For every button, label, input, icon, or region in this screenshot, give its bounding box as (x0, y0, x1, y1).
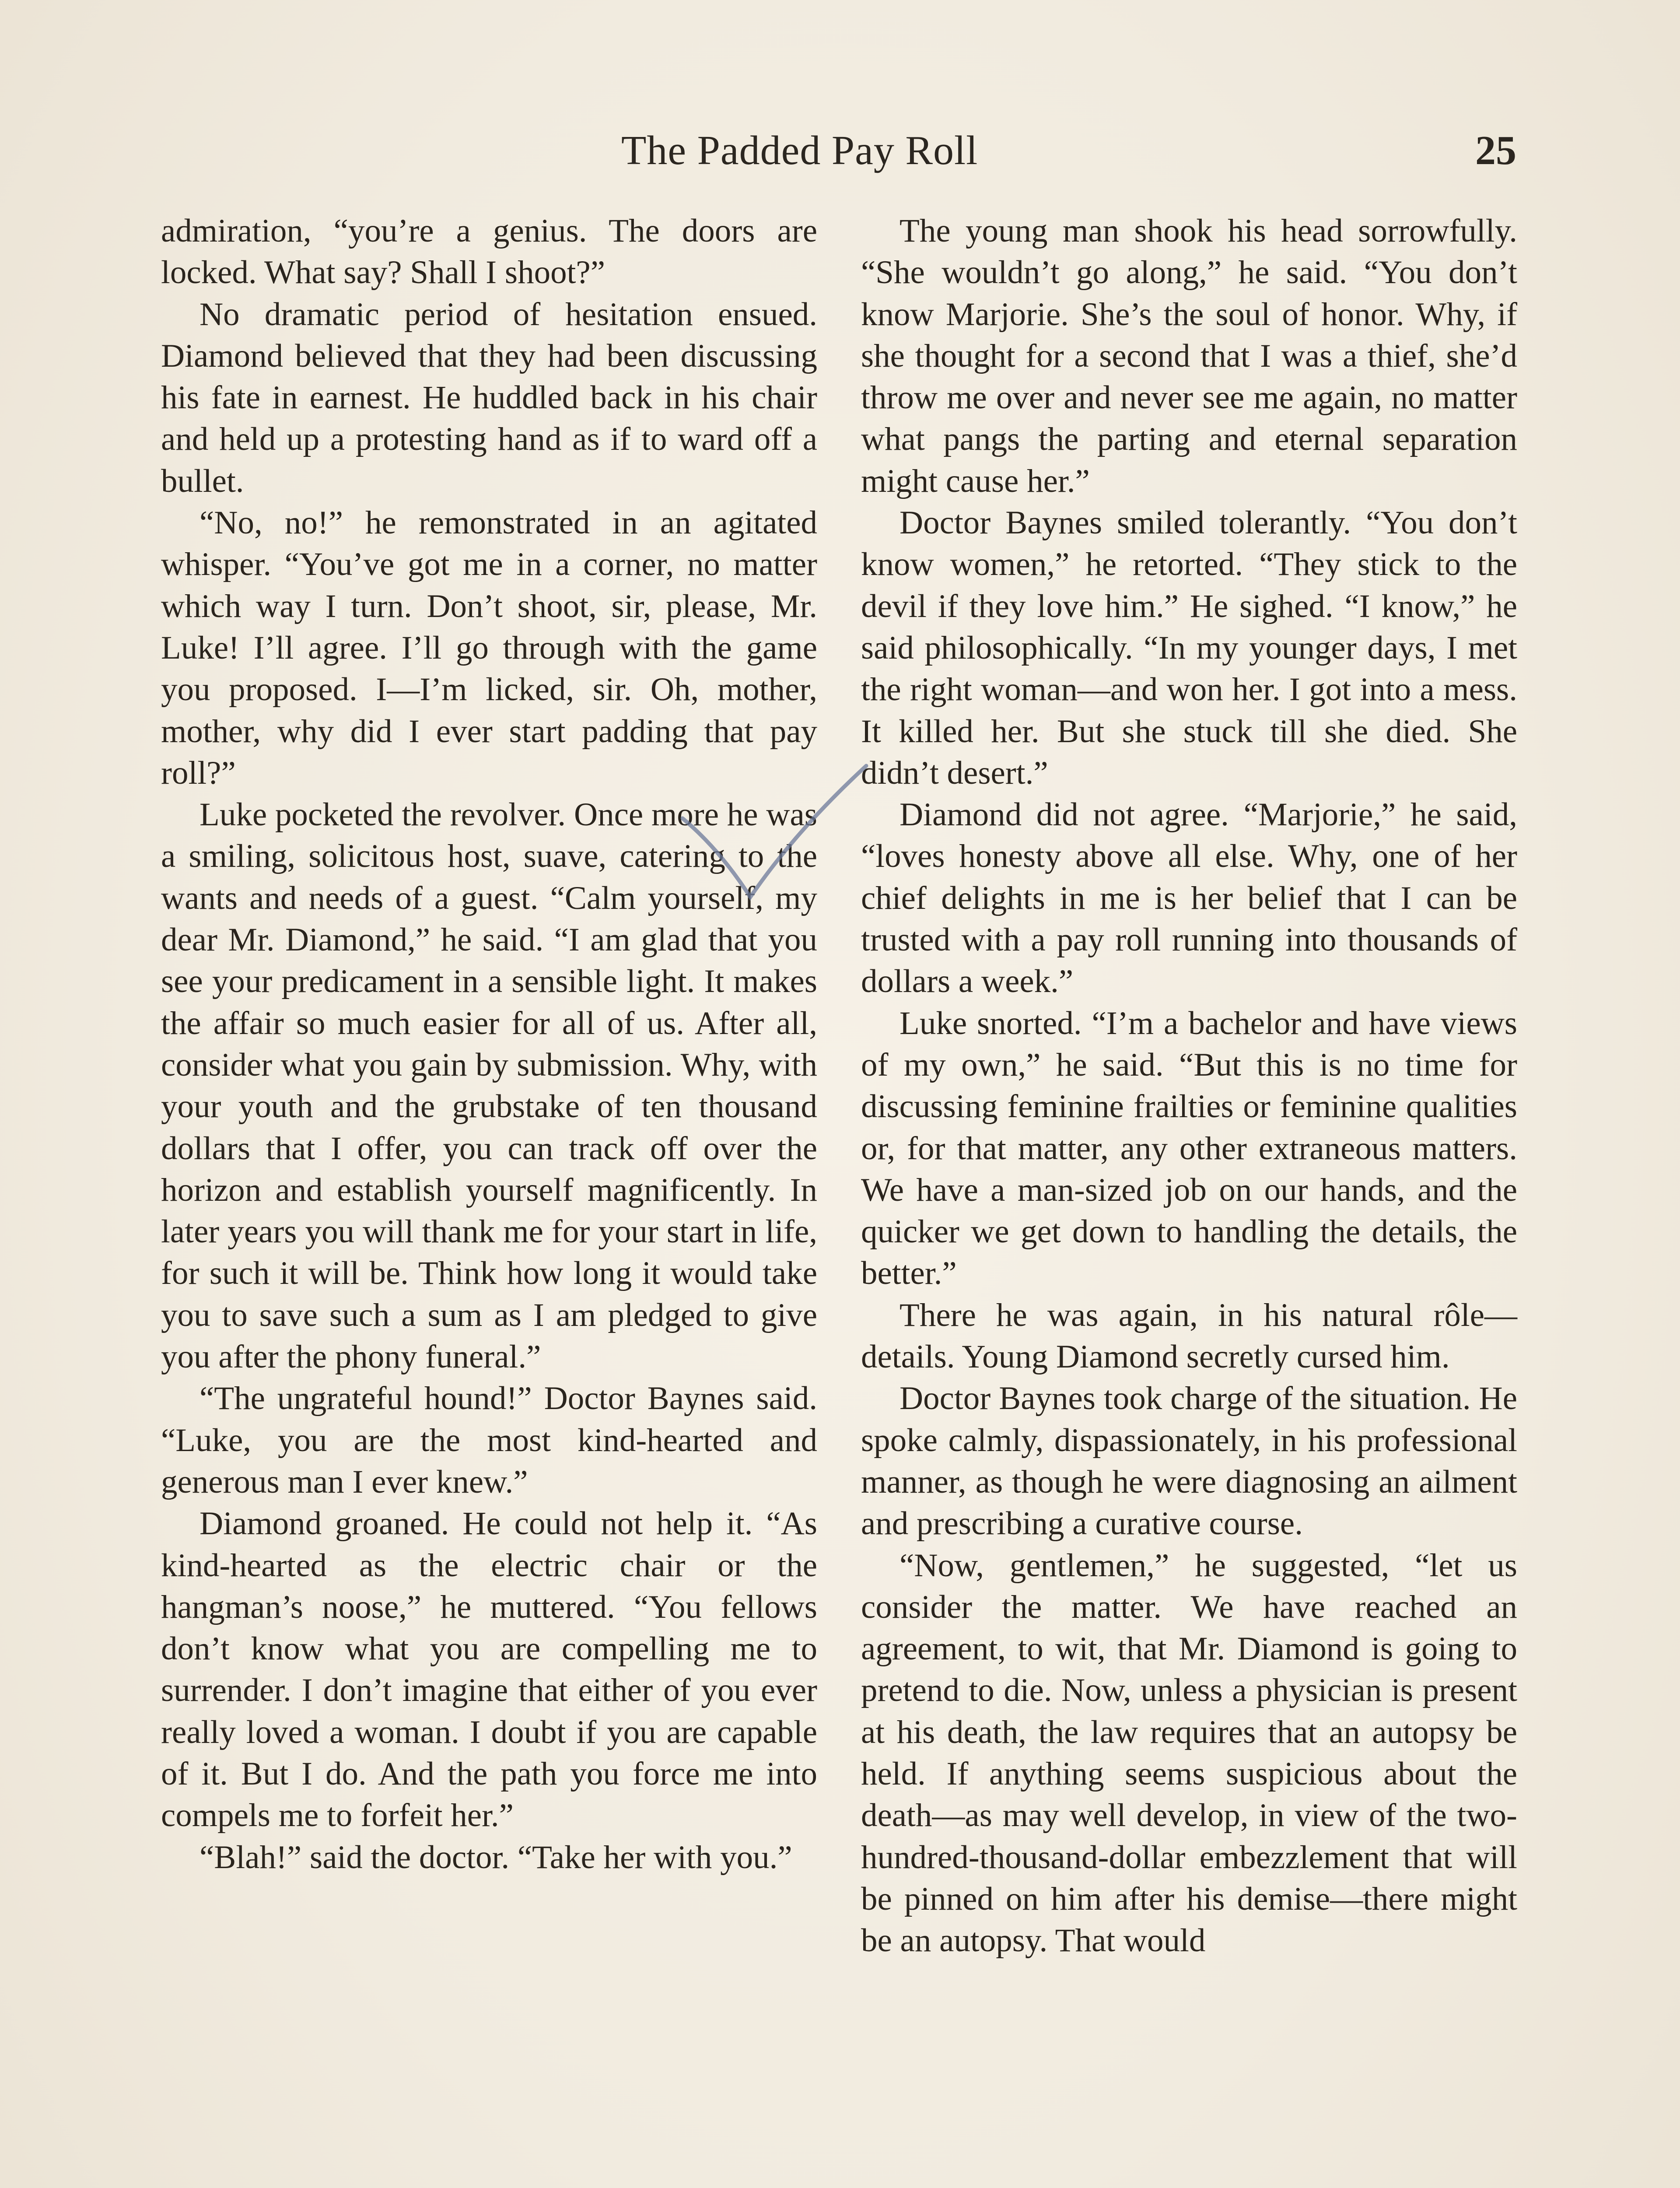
paragraph: Doctor Baynes smiled tolerantly. “You don’t know women,” he retorted. “They stick to the devil if they love him.” He sighed. “I know,” he said philosophically. “In my younger days, I met the right woman—and won her. I got into a mess. It killed her. But she stuck till she died. She didn’t desert.” (861, 505, 1517, 791)
left-column (161, 210, 817, 1878)
paragraph: “The ungrateful hound!” Doctor Baynes said. “Luke, you are the most kind-hearted and generous man I ever knew.” (161, 1380, 817, 1500)
paragraph: Luke pocketed the revolver. Once more he was a smiling, solicitous host, suave, catering to the wants and needs of a guest. “Calm yourself, my dear Mr. Diamond,” he said. “I am glad that you see your predicament in a sensible light. It makes the affair so much easier for all of us. After all, consider what you gain by submission. Why, with your youth and the grubstake of ten thousand dollars that I offer, you can track off over the horizon and establish yourself magnificently. In later years you will thank me for your start in life, for such it will be. Think how long it would take you to save such a sum as I am pledged to give you after the phony funeral.” (161, 796, 817, 1375)
right-column (861, 210, 1517, 1961)
page-number: 25 (1475, 128, 1516, 173)
paragraph: No dramatic period of hesitation ensued. Diamond believed that they had been discussing his fate in earnest. He huddled back in his chair and held up a protesting hand as if to ward off a bullet. (161, 296, 817, 499)
paragraph: The young man shook his head sorrowfully. “She wouldn’t go along,” he said. “You don’t know Marjorie. She’s the soul of honor. Why, if she thought for a second that I was a thief, she’d throw me over and never see me again, no matter what pangs the parting and eternal separation might cause her.” (861, 213, 1517, 499)
running-title: The Padded Pay Roll (621, 128, 978, 173)
paragraph: Diamond did not agree. “Marjorie,” he said, “loves honesty above all else. Why, one of her chief delights in me is her belief that I can be trusted with a pay roll running into thousands of dollars a week.” (861, 796, 1517, 1000)
paragraph: “Now, gentlemen,” he suggested, “let us consider the matter. We have reached an agreement, to wit, that Mr. Diamond is going to pretend to die. Now, unless a physician is present at his death, the law requires that an autopsy be held. If anything seems suspicious about the death—as may well develop, in view of the two-hundred-thousand-dollar embezzlement that will be pinned on him after his demise—there might be an autopsy. That would (861, 1547, 1517, 1959)
paragraph: Diamond groaned. He could not help it. “As kind-hearted as the electric chair or the hangman’s noose,” he muttered. “You fellows don’t know what you are compelling me to surrender. I don’t imagine that either of you ever really loved a woman. I doubt if you are capable of it. But I do. And the path you force me into compels me to forfeit her.” (161, 1505, 817, 1834)
paragraph: Doctor Baynes took charge of the situation. He spoke calmly, dispassionately, in his professional manner, as though he were diagnosing an ailment and prescribing a curative course. (861, 1380, 1517, 1542)
paragraph: There he was again, in his natural rôle—details. Young Diamond secretly cursed him. (861, 1297, 1517, 1375)
paragraph: “Blah!” said the doctor. “Take her with you.” (200, 1839, 792, 1876)
paragraph: admiration, “you’re a genius. The doors are locked. What say? Shall I shoot?” (161, 213, 817, 291)
paragraph: Luke snorted. “I’m a bachelor and have views of my own,” he said. “But this is no time for discussing feminine frailties or feminine qualities or, for that matter, any other extraneous matters. We have a man-sized job on our hands, and the quicker we get down to handling the details, the better.” (861, 1005, 1517, 1292)
page-header (0, 127, 1680, 184)
paragraph: “No, no!” he remonstrated in an agitated whisper. “You’ve got me in a corner, no matter which way I turn. Don’t shoot, sir, please, Mr. Luke! I’ll agree. I’ll go through with the game you proposed. I—I’m licked, sir. Oh, mother, mother, why did I ever start padding that pay roll?” (161, 505, 817, 791)
